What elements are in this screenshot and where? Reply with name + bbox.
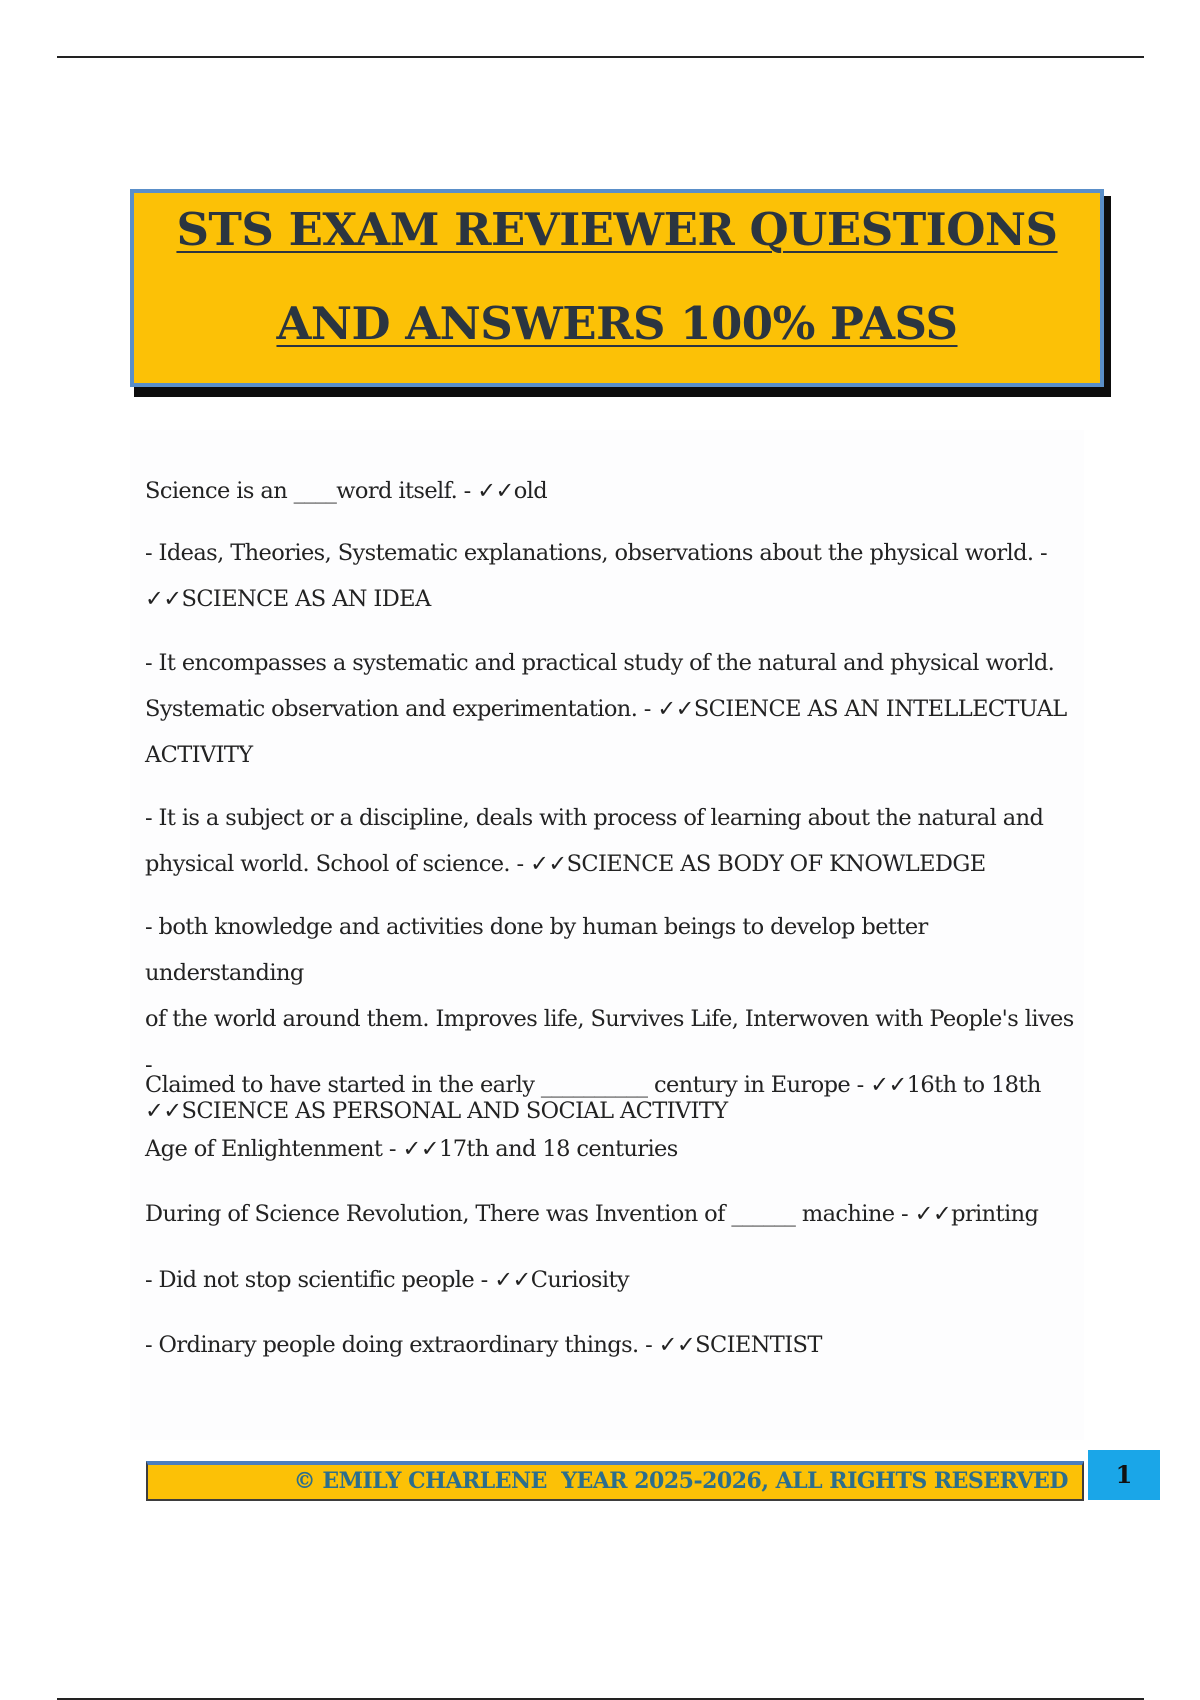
title-banner: [130, 189, 1104, 387]
qa-item-9: [145, 1257, 1085, 1303]
qa-item-2: [145, 530, 1085, 622]
qa-line: - It encompasses a systematic and practical study of the natural and physical world.: [145, 650, 1055, 676]
title-line-1: STS EXAM REVIEWER QUESTIONS: [176, 203, 1058, 256]
footer-bar: [146, 1461, 1084, 1501]
qa-line: Systematic observation and experimentation. - ✓✓SCIENCE AS AN INTELLECTUAL: [145, 696, 1067, 722]
qa-line: - both knowledge and activities done by human beings to develop better understanding: [145, 914, 928, 986]
qa-line: ACTIVITY: [145, 742, 253, 768]
qa-line: - Did not stop scientific people - ✓✓Curiosity: [145, 1267, 630, 1293]
qa-line: Claimed to have started in the early __________ century in Europe - ✓✓16th to 18th: [145, 1072, 1041, 1098]
qa-item-3: [145, 640, 1085, 778]
top-rule: [57, 56, 1144, 58]
page-number-badge: 1: [1088, 1450, 1160, 1500]
qa-item-1: [145, 468, 1085, 514]
qa-line: of the world around them. Improves life, Survives Life, Interwoven with People's lives -: [145, 1006, 1074, 1078]
qa-line: ✓✓SCIENCE AS AN IDEA: [145, 586, 431, 612]
qa-line: physical world. School of science. - ✓✓SCIENCE AS BODY OF KNOWLEDGE: [145, 851, 986, 877]
qa-line: - Ideas, Theories, Systematic explanations, observations about the physical world. -: [145, 540, 1048, 566]
qa-item-10: [145, 1322, 1085, 1368]
qa-item-6: [145, 1062, 1085, 1108]
title-line-2: AND ANSWERS 100% PASS: [276, 297, 958, 350]
qa-line: ✓✓SCIENCE AS PERSONAL AND SOCIAL ACTIVITY: [145, 1098, 728, 1124]
qa-line: - It is a subject or a discipline, deals with process of learning about the natural and: [145, 805, 1044, 831]
qa-line: - Ordinary people doing extraordinary things. - ✓✓SCIENTIST: [145, 1332, 822, 1358]
qa-line: Science is an ____word itself. - ✓✓old: [145, 478, 548, 504]
qa-line: During of Science Revolution, There was Invention of ______ machine - ✓✓printing: [145, 1201, 1039, 1227]
qa-line: Age of Enlightenment - ✓✓17th and 18 centuries: [145, 1136, 678, 1162]
copyright-notice: © EMILY CHARLENE YEAR 2025-2026, ALL RIGHTS RESERVED: [293, 1468, 1068, 1494]
qa-item-8: [145, 1191, 1085, 1237]
qa-item-7: [145, 1126, 1085, 1172]
qa-item-4: [145, 795, 1085, 887]
